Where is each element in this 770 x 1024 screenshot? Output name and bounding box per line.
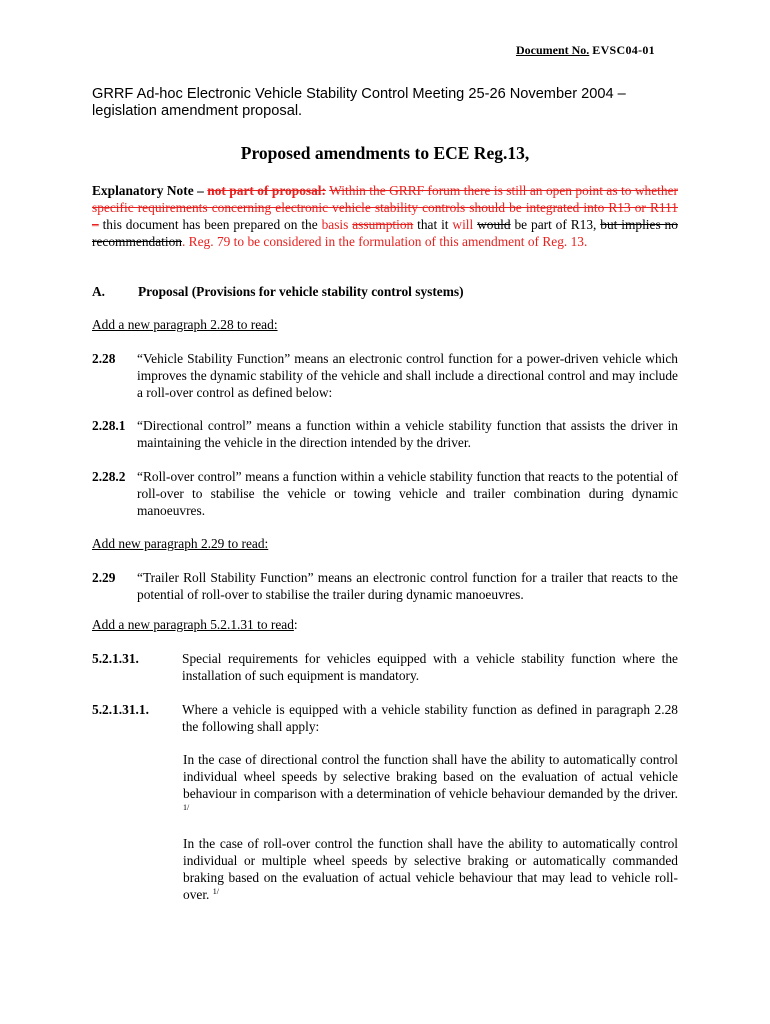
paragraph-2-28-1 xyxy=(92,417,678,451)
meeting-heading: GRRF Ad-hoc Electronic Vehicle Stability Control Meeting 25-26 November 2004 – legislation amendment proposal. xyxy=(92,86,626,119)
paragraph-number: 5.2.1.31.1. xyxy=(92,702,149,717)
section-a-letter: A. xyxy=(92,284,106,299)
paragraph-number: 2.28 xyxy=(92,351,116,366)
paragraph-2-28-2 xyxy=(92,468,678,519)
paragraph-number: 2.28.2 xyxy=(92,469,126,484)
directional-control-requirement xyxy=(183,751,678,819)
paragraph-5-2-1-31-1 xyxy=(92,701,678,735)
instruction-5-2-1-31-text: Add a new paragraph 5.2.1.31 to read xyxy=(92,617,294,632)
instruction-2-29-text: Add new paragraph 2.29 to read: xyxy=(92,536,269,551)
document-number-label: Document No. xyxy=(515,43,590,57)
note-text-2: that it xyxy=(417,217,449,232)
struck-assumption: assumption xyxy=(352,217,414,232)
instruction-colon: : xyxy=(293,617,298,632)
paragraph-2-29 xyxy=(92,569,678,603)
note-text-1: this document has been prepared on the xyxy=(102,217,318,232)
document-number xyxy=(516,43,655,58)
struck-forum-text: Within the GRRF forum there is still an open point as to whether specific requirements concerning electronic vehicle stability controls should be integrated into R13 or R111 – xyxy=(92,183,678,232)
rollover-control-requirement xyxy=(183,835,678,903)
section-a-title: Proposal (Provisions for vehicle stability control systems) xyxy=(138,284,464,299)
requirement-text: In the case of directional control the function shall have the ability to automatically control individual wheel speeds by selective braking based on the evaluation of actual vehicle behaviour in comparison with a determination of vehicle behaviour demanded by the driver. xyxy=(183,752,678,801)
instruction-2-28-text: Add a new paragraph 2.28 to read: xyxy=(92,317,278,332)
paragraph-5-2-1-31 xyxy=(92,650,678,684)
page-title: Proposed amendments to ECE Reg.13, xyxy=(240,143,530,163)
struck-not-part: not part of proposal: xyxy=(207,183,326,198)
inserted-will: will xyxy=(452,217,474,232)
inserted-reg79: . Reg. 79 to be considered in the formulation of this amendment of Reg. 13. xyxy=(181,234,588,249)
explanatory-note xyxy=(92,182,678,250)
paragraph-2-28 xyxy=(92,350,678,401)
requirement-text: In the case of roll-over control the function shall have the ability to automatically control individual or multiple wheel speeds by selective braking or automatically commanded braking based on the evaluation of actual vehicle behaviour that may lead to vehicle roll-over. xyxy=(183,836,678,902)
paragraph-number: 2.28.1 xyxy=(92,418,126,433)
paragraph-text: “Directional control” means a function within a vehicle stability function that assists the driver in maintaining the vehicle in the direction intended by the driver. xyxy=(137,418,678,450)
paragraph-text: Special requirements for vehicles equipped with a vehicle stability function where the installation of such equipment is mandatory. xyxy=(182,651,678,683)
paragraph-text: “Roll-over control” means a function within a vehicle stability function that reacts to the potential of roll-over to stabilise the vehicle or towing vehicle and trailer combination during dynamic manoeuvres. xyxy=(137,469,678,518)
struck-would: would xyxy=(477,217,511,232)
paragraph-number: 5.2.1.31. xyxy=(92,651,139,666)
explanatory-note-lead: Explanatory Note – xyxy=(92,183,204,198)
section-a-heading xyxy=(92,284,464,300)
paragraph-text: “Vehicle Stability Function” means an electronic control function for a power-driven vehicle which improves the dynamic stability of the vehicle and shall include a directional control and may include a roll-over control as defined below: xyxy=(137,351,678,400)
paragraph-text: “Trailer Roll Stability Function” means an electronic control function for a trailer that reacts to the potential of roll-over to stabilise the trailer during dynamic manoeuvres. xyxy=(137,570,678,602)
inserted-basis: basis xyxy=(321,217,349,232)
paragraph-text: Where a vehicle is equipped with a vehicle stability function as defined in paragraph 2.28 the following shall apply: xyxy=(182,702,678,734)
paragraph-number: 2.29 xyxy=(92,570,116,585)
struck-no-recommendation: but implies no recommendation xyxy=(92,217,678,249)
instruction-2-29 xyxy=(92,536,268,552)
document-number-value: EVSC04-01 xyxy=(592,43,655,57)
instruction-2-28 xyxy=(92,317,278,333)
instruction-5-2-1-31 xyxy=(92,617,298,633)
footnote-marker: 1/ xyxy=(183,803,190,812)
note-text-3: be part of R13, xyxy=(514,217,597,232)
footnote-marker: 1/ xyxy=(212,887,219,896)
